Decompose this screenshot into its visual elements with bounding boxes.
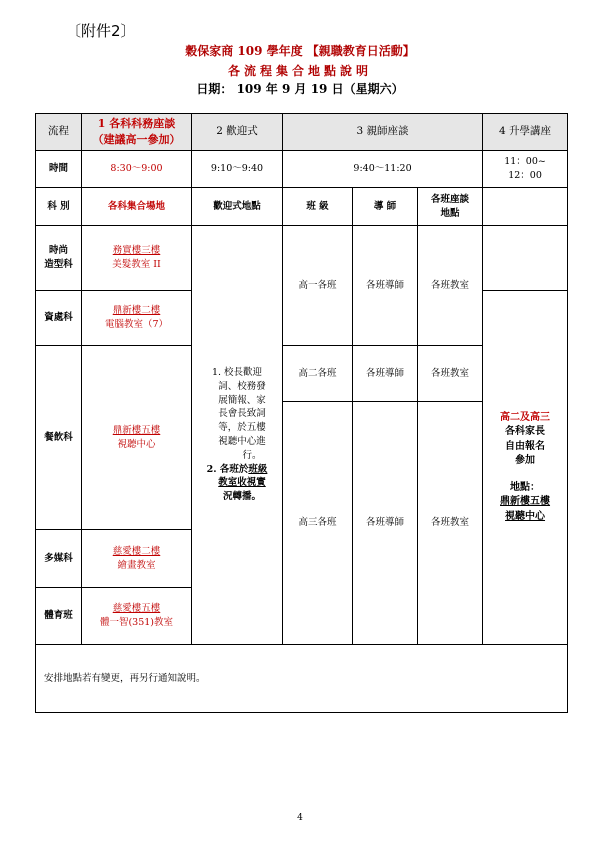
welcome-item-1-a: 1. 校長歡迎 (211, 367, 263, 379)
class-venue-header-line1: 各班座談 (431, 193, 470, 205)
lecture-line2: 各科家長 (505, 426, 546, 438)
tutor-header: 導 師 (353, 188, 418, 226)
lecture-line1: 高二及高三 (500, 411, 551, 423)
class-header: 班 級 (283, 188, 353, 226)
welcome-item-2-d: 況轉播。 (222, 491, 261, 503)
class-venue: 各班教室 (418, 402, 483, 645)
welcome-item-2-underlined: 班級 (248, 463, 268, 475)
dept-venue-building: 慈愛樓五樓 (112, 603, 161, 615)
dept-venue-room: 視聽中心 (117, 438, 156, 450)
class-tutor: 各班導師 (353, 402, 418, 645)
dept-venue-room: 繪畫教室 (117, 559, 156, 571)
stage-1-note: （建議高一參加） (92, 133, 181, 146)
welcome-item-2-prefix: 2. 各班於 (206, 463, 249, 475)
class-venue: 各班教室 (418, 346, 483, 402)
dept-name-line2: 造型科 (44, 259, 73, 270)
welcome-item-2-c: 教室收視實 (218, 477, 266, 489)
class-tutor: 各班導師 (353, 226, 418, 346)
class-name: 高二各班 (283, 346, 353, 402)
lecture-line4: 參加 (515, 455, 536, 467)
dept-venue-room: 美髮教室 II (112, 259, 161, 270)
stage-4-time-start: 11：00~ (504, 156, 546, 168)
time-row (36, 151, 568, 188)
class-venue: 各班教室 (418, 226, 483, 346)
dept-name-line1: 時尚 (48, 245, 68, 257)
welcome-item-1-g: 行。 (242, 449, 262, 461)
stage-4-header: 4 升學講座 (483, 114, 568, 151)
welcome-item-1-e: 等，於五樓 (218, 422, 266, 434)
dept-name: 資處科 (36, 291, 82, 346)
dept-venue (82, 346, 192, 530)
note-row (36, 645, 568, 713)
lecture-location-label: 地點： (510, 481, 541, 493)
class-name: 高一各班 (283, 226, 353, 346)
welcome-item-1-b: 詞、校務發 (218, 380, 266, 392)
stage-2-time: 9:10～9:40 (192, 151, 283, 188)
welcome-item-1-d: 長會長致詞 (218, 408, 266, 420)
lecture-line3: 自由報名 (505, 440, 546, 452)
dept-venue-building: 慈愛樓二樓 (112, 545, 161, 557)
dept-venue (82, 226, 192, 291)
dept-name (36, 226, 82, 291)
stage-3-header: 3 親師座談 (283, 114, 483, 151)
process-label: 流程 (36, 114, 82, 151)
change-notice: 安排地點若有變更，再另行通知說明。 (36, 645, 568, 713)
stage-1-title: 1 各科科務座談 (97, 117, 176, 131)
welcome-item-2-a (194, 463, 280, 477)
lecture-location-room: 視聽中心 (505, 510, 546, 522)
class-venue-header (418, 188, 483, 226)
dept-name: 餐飲科 (36, 346, 82, 530)
stage-4-time (483, 151, 568, 188)
class-name: 高三各班 (283, 402, 353, 645)
stage-1-time: 8:30～9:00 (82, 151, 192, 188)
dept-venue (82, 530, 192, 588)
welcome-venue-header: 歡迎式地點 (192, 188, 283, 226)
class-venue-header-line2: 地點 (440, 207, 460, 219)
welcome-item-1-f: 視聽中心進 (218, 436, 266, 447)
page-number: 4 (297, 813, 303, 823)
time-label: 時間 (36, 151, 82, 188)
dept-venue-room: 體一智(351)教室 (99, 617, 174, 628)
dept-name: 多媒科 (36, 530, 82, 588)
dept-venue (82, 588, 192, 645)
table-row (36, 226, 568, 284)
welcome-description (192, 226, 283, 645)
stage-1-header (82, 114, 192, 151)
document-title: 穀保家商 109 學年度 【親職教育日活動】 (185, 44, 415, 58)
stage-3-time: 9:40～11:20 (283, 151, 483, 188)
attachment-label: 〔附件2〕 (66, 22, 136, 40)
empty-header-cell (483, 188, 568, 226)
dept-venue-room: 電腦教室（7） (104, 319, 169, 330)
dept-venue-header: 各科集合場地 (82, 188, 192, 226)
dept-name: 體育班 (36, 588, 82, 645)
sub-header-row (36, 188, 568, 226)
welcome-item-1-c: 展簡報、家 (218, 394, 266, 406)
lecture-location-building: 鼎新樓五樓 (500, 496, 551, 508)
stage-2-header: 2 歡迎式 (192, 114, 283, 151)
document-subtitle: 各流程集合地點說明 (227, 64, 372, 78)
event-date: 日期： 109 年 9 月 19 日（星期六） (196, 82, 404, 96)
dept-venue-building: 鼎新樓二樓 (112, 305, 161, 317)
class-tutor: 各班導師 (353, 346, 418, 402)
stage-4-time-end: 12：00 (508, 170, 542, 181)
process-header-row (36, 114, 568, 151)
dept-header: 科 別 (36, 188, 82, 226)
dept-venue-building: 鼎新樓五樓 (112, 424, 161, 436)
dept-venue-building: 務實樓三樓 (112, 245, 161, 257)
lecture-empty-top (483, 226, 568, 291)
lecture-info (483, 291, 568, 645)
schedule-table (35, 113, 568, 713)
dept-venue (82, 291, 192, 346)
